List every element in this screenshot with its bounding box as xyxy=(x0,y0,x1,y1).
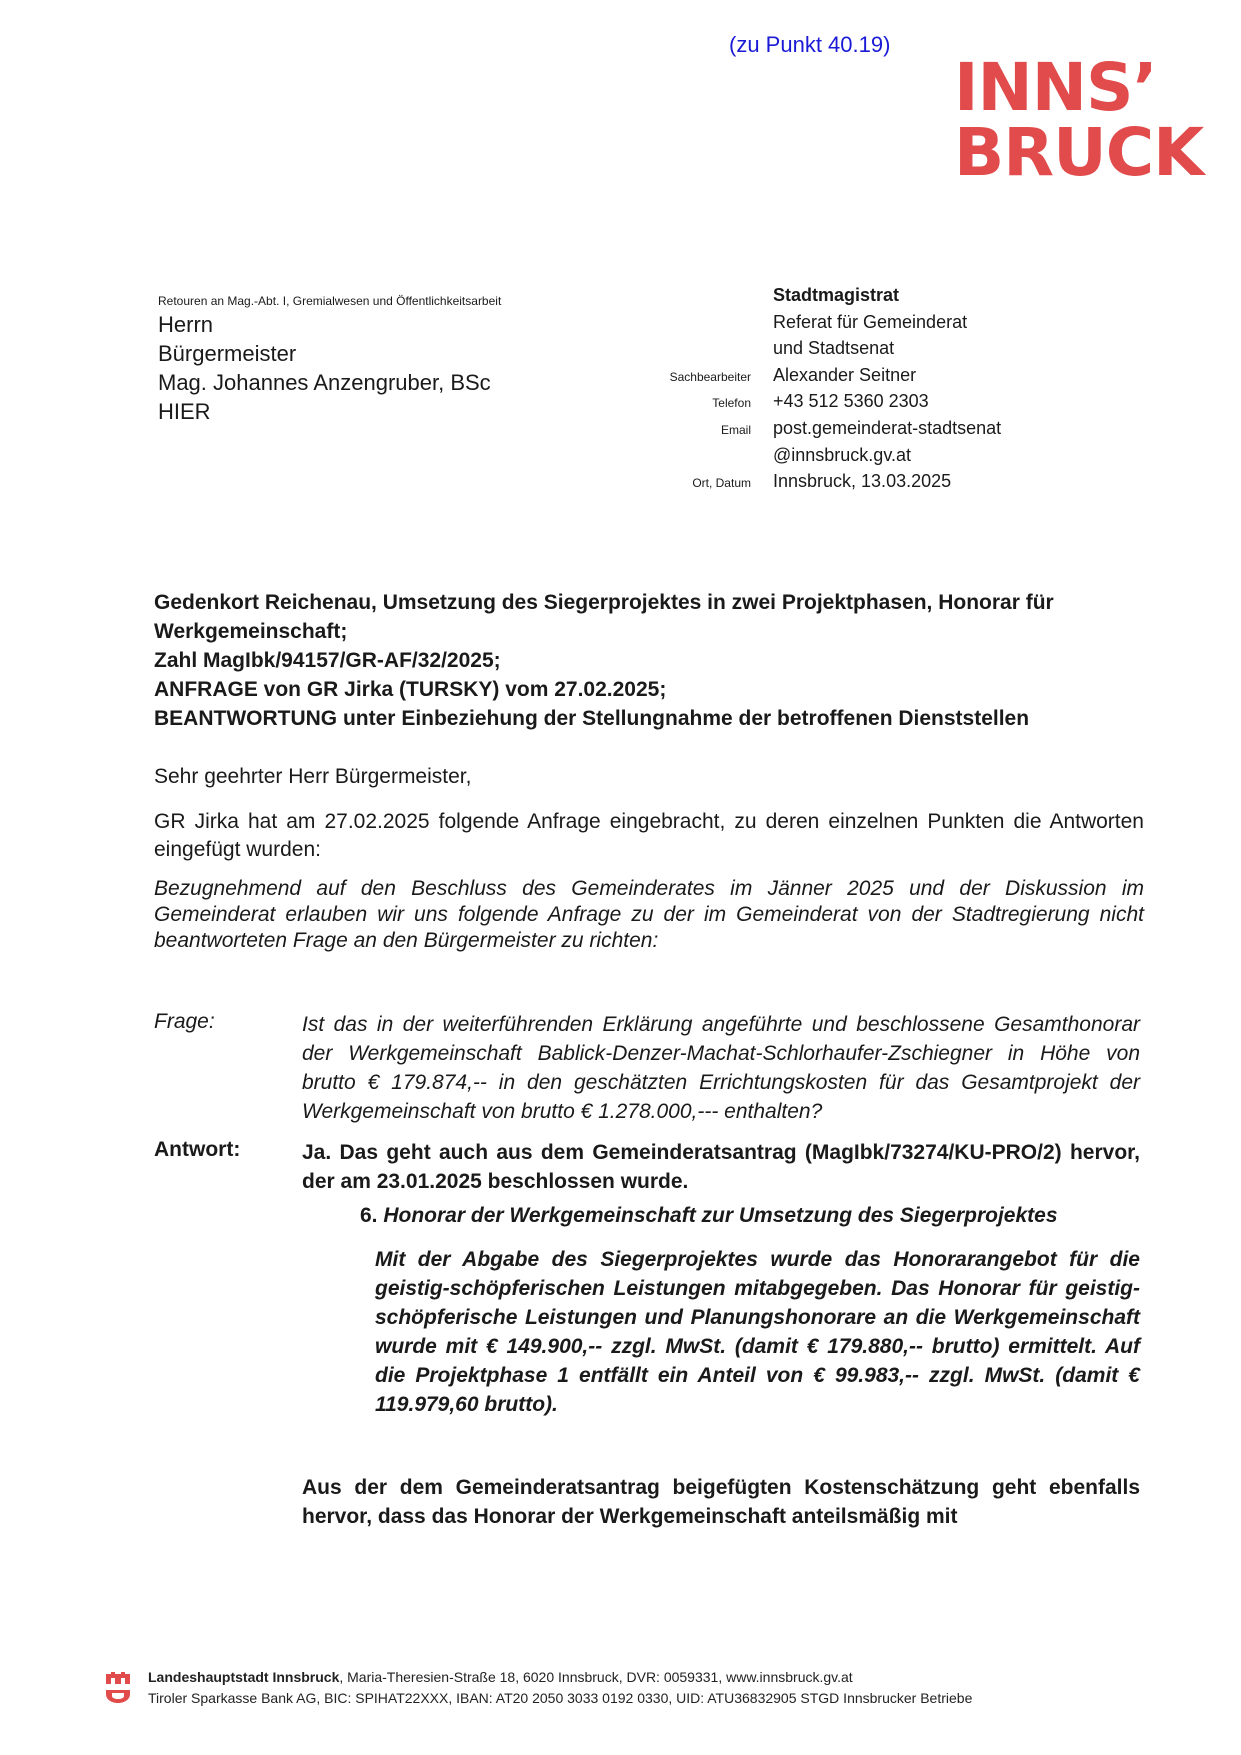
logo-line-1: INNS’ xyxy=(954,49,1157,126)
logo-line-2: BRUCK xyxy=(954,113,1204,191)
return-address-line: Retouren an Mag.-Abt. I, Gremialwesen und Öffentlichkeitsarbeit xyxy=(158,294,502,308)
sender-dept: Referat für Gemeinderat xyxy=(773,311,968,332)
subject-line: ANFRAGE von GR Jirka (TURSKY) vom 27.02.2025; xyxy=(154,678,667,701)
clerk-label: Sachbearbeiter xyxy=(669,369,751,384)
reference-note: (zu Punkt 40.19) xyxy=(729,32,891,57)
salutation: Sehr geehrter Herr Bürgermeister, xyxy=(154,765,472,788)
recipient-line: HIER xyxy=(158,399,211,424)
email-address: post.gemeinderat-stadtsenat xyxy=(773,417,1002,438)
subject-line: BEANTWORTUNG unter Einbeziehung der Stellungnahme der betroffenen Dienststellen xyxy=(154,707,1030,730)
place-date: Innsbruck, 13.03.2025 xyxy=(773,471,952,492)
sender-dept: und Stadtsenat xyxy=(773,338,895,359)
recipient-line: Mag. Johannes Anzengruber, BSc xyxy=(158,370,491,395)
innsbruck-logo xyxy=(954,49,1204,191)
phone-label: Telefon xyxy=(712,396,751,411)
question-label: Frage: xyxy=(154,1010,215,1033)
subject-line: Zahl MagIbk/94157/GR-AF/32/2025; xyxy=(154,649,501,672)
section-body: Mit der Abgabe des Siegerprojektes wurde das Honorarangebot für die geistig-schöpferischen Leistungen mitabgegeben. Das Honorar für geistig-schöpferische Leistungen und Planungshonorare an die Werkgemeinschaft wurde mit € 149.900,-- zzgl. MwSt. (damit € 179.880,-- brutto) ermittelt. Auf die Projektphase 1 entfällt ein Anteil von € 99.983,-- zzgl. MwSt. (damit € 119.979,60 brutto). xyxy=(375,1248,1140,1416)
footer-city-name: Landeshauptstadt Innsbruck xyxy=(148,1669,340,1685)
footer-address: , Maria-Theresien-Straße 18, 6020 Innsbruck, DVR: 0059331, www.innsbruck.gv.at xyxy=(339,1669,853,1685)
question-text: Ist das in der weiterführenden Erklärung angeführte und beschlossene Gesamthonorar der Werkgemeinschaft Bablick-Denzer-Machat-Schlorhaufer-Zschiegner in Höhe von brutto € 179.874,-- in den geschätzten Errichtungskosten für das Gesamtprojekt der Werkgemeinschaft von brutto € 1.278.000,--- enthalten? xyxy=(302,1013,1140,1123)
phone-number: +43 512 5360 2303 xyxy=(773,391,929,412)
subject-line: Gedenkort Reichenau, Umsetzung des Siegerprojektes in zwei Projektphasen, Honorar für Werkgemeinschaft; xyxy=(154,591,1054,643)
inquiry-quote: Bezugnehmend auf den Beschluss des Gemeinderates im Jänner 2025 und der Diskussion im Gemeinderat erlauben wir uns folgende Anfrage zu der im Gemeinderat von der Stadtregierung nicht beantworteten Frage an den Bürgermeister zu richten: xyxy=(154,877,1144,952)
sender-org: Stadtmagistrat xyxy=(773,285,900,305)
intro-paragraph: GR Jirka hat am 27.02.2025 folgende Anfrage eingebracht, zu deren einzelnen Punkten die Antworten eingefügt wurden: xyxy=(154,810,1144,861)
sender-block xyxy=(640,285,1100,498)
recipient-address xyxy=(158,310,491,426)
section-number: 6. xyxy=(360,1204,378,1227)
section-heading xyxy=(360,1204,1058,1228)
footer-bank-details: Tiroler Sparkasse Bank AG, BIC: SPIHAT22XXX, IBAN: AT20 2050 3033 0192 0330, UID: ATU36832905 STGD Innsbrucker Betriebe xyxy=(148,1690,973,1706)
recipient-line: Herrn xyxy=(158,312,214,337)
email-label: Email xyxy=(720,422,751,437)
clerk-name: Alexander Seitner xyxy=(773,364,917,385)
email-address-domain: @innsbruck.gv.at xyxy=(773,444,911,465)
subject-block xyxy=(154,588,1146,733)
date-label: Ort, Datum xyxy=(692,476,751,491)
city-emblem-icon xyxy=(104,1672,132,1704)
section-title: Honorar der Werkgemeinschaft zur Umsetzung des Siegerprojektes xyxy=(383,1204,1058,1227)
answer-label: Antwort: xyxy=(154,1138,241,1161)
closing-paragraph: Aus der dem Gemeinderatsantrag beigefügten Kostenschätzung geht ebenfalls hervor, dass das Honorar der Werkgemeinschaft anteilsmäßig mit xyxy=(302,1476,1140,1528)
recipient-line: Bürgermeister xyxy=(158,341,297,366)
footer xyxy=(148,1667,972,1709)
answer-text: Ja. Das geht auch aus dem Gemeinderatsantrag (MagIbk/73274/KU-PRO/2) hervor, der am 23.01.2025 beschlossen wurde. xyxy=(302,1141,1140,1193)
